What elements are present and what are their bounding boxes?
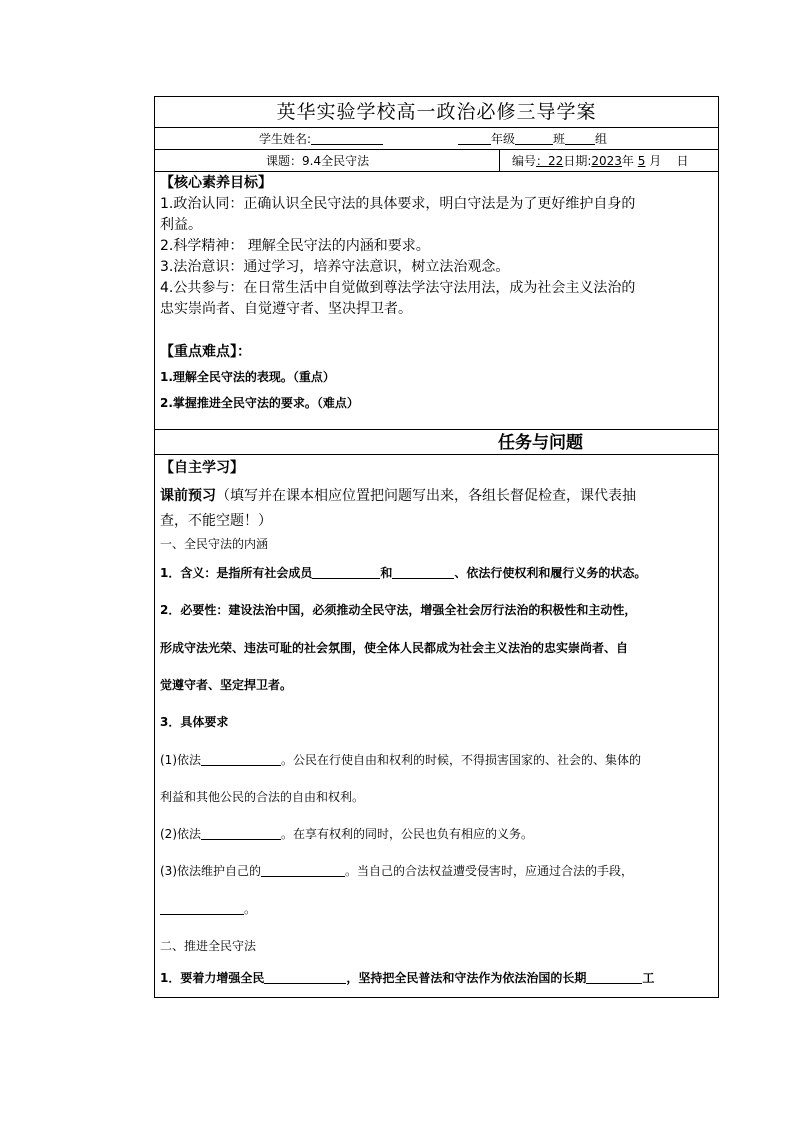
- lesson-topic: 课题：9.4全民守法: [266, 154, 370, 168]
- section-heading: 二、推进全民守法: [160, 939, 257, 953]
- goals-heading: 【核心素养目标】: [160, 175, 272, 191]
- self-study-heading: 【自主学习】: [160, 460, 244, 476]
- month-value: 5: [637, 154, 646, 168]
- day-label: 日: [676, 154, 689, 168]
- student-name-label: 学生姓名:: [259, 132, 312, 146]
- answer-blank[interactable]: [201, 827, 281, 840]
- key-point-item: 1.理解全民守法的表现。（重点）: [160, 370, 335, 384]
- student-name-field[interactable]: [311, 132, 383, 145]
- goal-item: 2.科学精神： 理解全民守法的内涵和要求。: [160, 238, 430, 254]
- answer-blank[interactable]: [264, 971, 346, 984]
- task-section-header: [155, 430, 718, 455]
- answer-blank[interactable]: [261, 864, 345, 877]
- page-title: 英华实验学校高一政治必修三导学案: [276, 101, 597, 123]
- requirements-heading: 3．具体要求: [160, 715, 229, 729]
- requirement-item: (1)依法 。公民在行使自由和权利的时候，不得损害国家的、社会的、集体的: [160, 753, 642, 767]
- requirement-item: (2)依法 。在享有权利的同时，公民也负有相应的义务。: [160, 827, 534, 841]
- column-divider: [499, 150, 500, 171]
- task-heading: 任务与问题: [498, 433, 583, 453]
- month-label: 月: [649, 154, 662, 168]
- goal-item: 利益。: [160, 217, 202, 233]
- requirement-item: 。: [160, 900, 256, 917]
- number-label: 编号: [512, 154, 537, 168]
- meaning-item: 1．含义：是指所有社会成员 和 、依法行使权利和履行义务的状态。: [160, 566, 647, 580]
- class-field[interactable]: [515, 132, 553, 145]
- answer-blank[interactable]: [201, 753, 281, 766]
- goal-item: 忠实崇尚者、自觉遵守者、坚决捍卫者。: [160, 301, 412, 317]
- year-value: 2023: [591, 154, 622, 168]
- section-heading: 一、全民守法的内涵: [160, 537, 269, 551]
- answer-blank[interactable]: [586, 971, 642, 984]
- key-point-item: 2.掌握推进全民守法的要求。（难点）: [160, 396, 359, 410]
- answer-blank[interactable]: [160, 902, 244, 915]
- goal-item: 4.公共参与：在日常生活中自觉做到尊法学法守法用法，成为社会主义法治的: [160, 280, 636, 296]
- necessity-item: 觉遵守者、坚定捍卫者。: [160, 678, 293, 692]
- goal-item: 1.政治认同：正确认识全民守法的具体要求，明白守法是为了更好维护自身的: [160, 196, 636, 212]
- preview-title: 课前预习: [160, 488, 216, 504]
- preview-note: （填写并在课本相应位置把问题写出来，各组长督促检查，课代表抽: [216, 488, 636, 504]
- key-points-heading: 【重点难点】：: [160, 344, 251, 360]
- answer-blank[interactable]: [312, 566, 380, 579]
- goals-section: [155, 172, 718, 430]
- lesson-info-row: [155, 150, 718, 172]
- date-label: 日期:: [563, 154, 592, 168]
- requirement-item: 利益和其他公民的合法的自由和权利。: [160, 790, 365, 804]
- number-colon: ：: [536, 154, 549, 168]
- number-value: 22: [548, 154, 564, 168]
- worksheet-table: [154, 96, 719, 998]
- group-label: 组: [595, 132, 608, 146]
- class-label: 班: [553, 132, 566, 146]
- grade-label: 年级: [491, 132, 516, 146]
- necessity-item: 2．必要性：建设法治中国，必须推动全民守法，增强全社会厉行法治的积极性和主动性，: [160, 603, 637, 617]
- preview-note-cont: 查，不能空题！）: [160, 513, 272, 529]
- necessity-item: 形成守法光荣、违法可耻的社会氛围，使全体人民都成为社会主义法治的忠实崇尚者、自: [160, 641, 629, 655]
- group-field[interactable]: [565, 132, 595, 145]
- grade-field[interactable]: [458, 132, 491, 145]
- answer-blank[interactable]: [392, 566, 454, 579]
- student-info-row: [155, 128, 718, 150]
- year-label: 年: [621, 154, 634, 168]
- page-title-row: [155, 97, 718, 128]
- requirement-item: (3)依法维护自己的 。当自己的合法权益遭受侵害时，应通过合法的手段，: [160, 864, 634, 878]
- promote-item: 1．要着力增强全民 ，坚持把全民普法和守法作为依法治国的长期 工: [160, 971, 655, 985]
- goal-item: 3.法治意识：通过学习，培养守法意识，树立法治观念。: [160, 259, 510, 275]
